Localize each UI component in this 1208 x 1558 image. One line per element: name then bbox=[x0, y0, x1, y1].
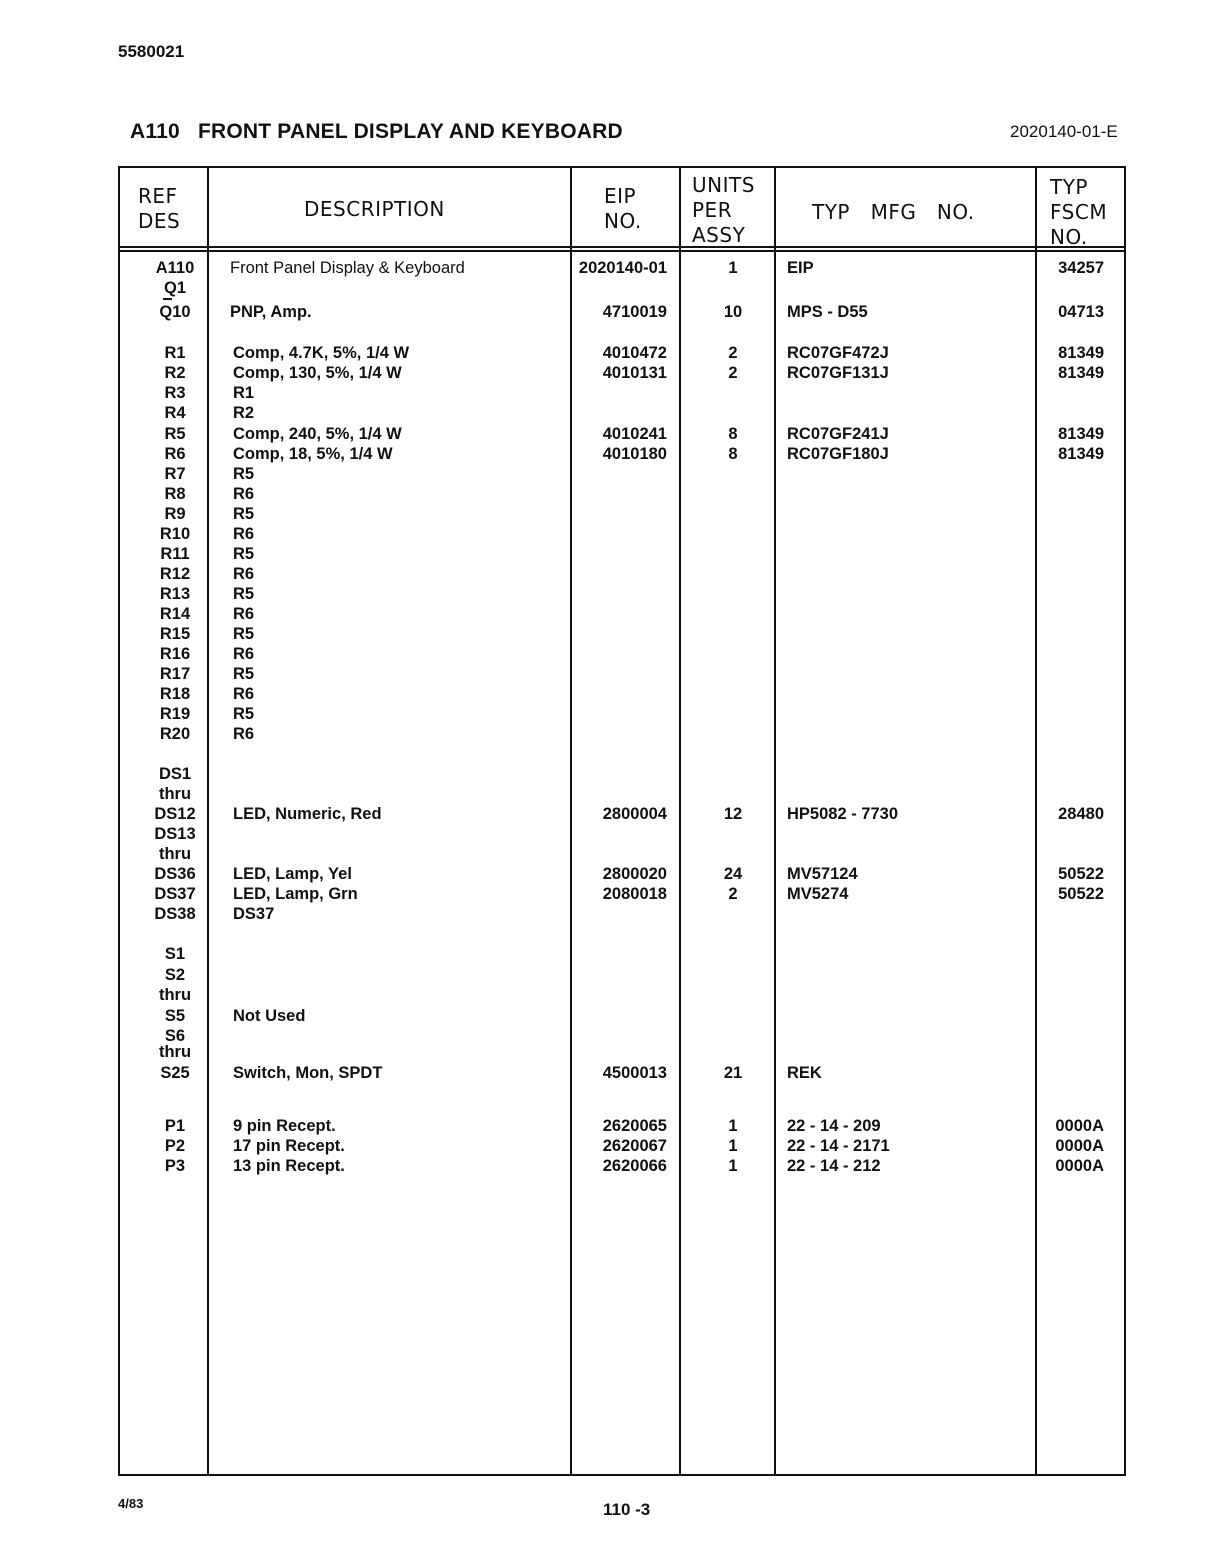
description-cell: R6 bbox=[233, 725, 255, 743]
header-mfg-no: TYP MFG NO. bbox=[812, 200, 975, 224]
column-divider bbox=[774, 166, 776, 1476]
description-cell: R5 bbox=[233, 585, 255, 603]
description-cell: LED, Numeric, Red bbox=[233, 805, 382, 823]
ref-des-cell: DS37 bbox=[154, 885, 196, 903]
units-cell: 1 bbox=[728, 1117, 738, 1135]
description-cell: R5 bbox=[233, 505, 255, 523]
fscm-cell: 0000A bbox=[1055, 1117, 1104, 1135]
ref-des-cell: R19 bbox=[159, 705, 191, 723]
ref-des-cell: R8 bbox=[164, 485, 186, 503]
fscm-cell: 04713 bbox=[1058, 303, 1104, 321]
ref-des-cell: R16 bbox=[159, 645, 191, 663]
ref-des-cell: R7 bbox=[164, 465, 186, 483]
ref-des-cell: R3 bbox=[164, 384, 186, 402]
ref-des-cell: thru bbox=[158, 785, 192, 803]
description-cell: R1 bbox=[233, 384, 255, 402]
description-cell: PNP, Amp. bbox=[230, 303, 312, 321]
description-cell: 9 pin Recept. bbox=[233, 1117, 336, 1135]
fscm-cell: 28480 bbox=[1058, 805, 1104, 823]
ref-des-cell: S5 bbox=[164, 1007, 186, 1025]
ref-des-cell: R15 bbox=[159, 625, 191, 643]
description-cell: R6 bbox=[233, 685, 255, 703]
ref-des-cell: R17 bbox=[159, 665, 191, 683]
header-divider bbox=[118, 246, 1126, 248]
ref-des-cell: R2 bbox=[164, 364, 186, 382]
ref-des-cell: DS13 bbox=[154, 825, 196, 843]
mfg-number-cell: 22 - 14 - 212 bbox=[787, 1157, 881, 1175]
description-cell: Comp, 4.7K, 5%, 1/4 W bbox=[233, 344, 410, 362]
ref-des-cell: R12 bbox=[159, 565, 191, 583]
mfg-number-cell: MPS - D55 bbox=[787, 303, 868, 321]
description-cell: R5 bbox=[233, 705, 255, 723]
units-cell: 24 bbox=[723, 865, 743, 883]
header-divider bbox=[118, 250, 1126, 252]
ref-des-cell: R13 bbox=[159, 585, 191, 603]
description-cell: R6 bbox=[233, 485, 255, 503]
fscm-cell: 81349 bbox=[1058, 364, 1104, 382]
ref-des-cell: thru bbox=[158, 845, 192, 863]
description-cell: DS37 bbox=[233, 905, 275, 923]
units-cell: 1 bbox=[728, 259, 738, 277]
fscm-cell: 50522 bbox=[1058, 885, 1104, 903]
description-cell: R5 bbox=[233, 545, 255, 563]
range-dash-mark bbox=[163, 298, 172, 300]
ref-des-cell: R4 bbox=[164, 404, 186, 422]
ref-des-cell: R6 bbox=[164, 445, 186, 463]
ref-des-cell: P1 bbox=[164, 1117, 186, 1135]
ref-des-cell: thru bbox=[158, 986, 192, 1004]
mfg-number-cell: 22 - 14 - 209 bbox=[787, 1117, 881, 1135]
eip-number-cell: 4010241 bbox=[602, 425, 667, 443]
eip-number-cell: 2080018 bbox=[602, 885, 667, 903]
units-cell: 2 bbox=[728, 344, 738, 362]
units-cell: 8 bbox=[728, 425, 738, 443]
ref-des-cell: R18 bbox=[159, 685, 191, 703]
ref-des-cell: P2 bbox=[164, 1137, 186, 1155]
fscm-cell: 81349 bbox=[1058, 425, 1104, 443]
eip-number-cell: 2620065 bbox=[602, 1117, 667, 1135]
units-cell: 1 bbox=[728, 1157, 738, 1175]
fscm-cell: 81349 bbox=[1058, 445, 1104, 463]
column-divider bbox=[207, 166, 209, 1476]
description-cell: R6 bbox=[233, 645, 255, 663]
eip-number-cell: 4010180 bbox=[602, 445, 667, 463]
header-ref-des: REF DES bbox=[138, 184, 181, 233]
header-fscm-no: TYP FSCM NO. bbox=[1050, 175, 1108, 249]
units-cell: 2 bbox=[728, 885, 738, 903]
description-cell: Switch, Mon, SPDT bbox=[233, 1064, 383, 1082]
ref-des-cell: DS12 bbox=[154, 805, 196, 823]
mfg-number-cell: MV5274 bbox=[787, 885, 849, 903]
mfg-number-cell: REK bbox=[787, 1064, 822, 1082]
eip-number-cell: 2020140-01 bbox=[578, 259, 667, 277]
ref-des-cell: DS36 bbox=[154, 865, 196, 883]
header-units-per-assy: UNITS PER ASSY bbox=[692, 173, 755, 247]
eip-number-cell: 2620067 bbox=[602, 1137, 667, 1155]
fscm-cell: 34257 bbox=[1058, 259, 1104, 277]
description-cell: R2 bbox=[233, 404, 255, 422]
ref-des-cell: R11 bbox=[160, 545, 190, 563]
description-cell: R6 bbox=[233, 525, 255, 543]
fscm-cell: 0000A bbox=[1055, 1157, 1104, 1175]
ref-des-cell: R9 bbox=[164, 505, 186, 523]
eip-number-cell: 2620066 bbox=[602, 1157, 667, 1175]
units-cell: 2 bbox=[728, 364, 738, 382]
eip-number-cell: 4010472 bbox=[602, 344, 667, 362]
mfg-number-cell: RC07GF472J bbox=[787, 344, 889, 362]
eip-number-cell: 4710019 bbox=[602, 303, 667, 321]
page-number: 110 -3 bbox=[603, 1500, 651, 1519]
ref-des-cell: R20 bbox=[159, 725, 191, 743]
ref-des-cell: R5 bbox=[164, 425, 186, 443]
description-cell: Comp, 18, 5%, 1/4 W bbox=[233, 445, 393, 463]
ref-des-cell: R14 bbox=[159, 605, 191, 623]
page-title: A110 FRONT PANEL DISPLAY AND KEYBOARD bbox=[130, 120, 623, 143]
header-eip-no: EIP NO. bbox=[604, 184, 642, 233]
eip-number-cell: 4500013 bbox=[602, 1064, 667, 1082]
mfg-number-cell: MV57124 bbox=[787, 865, 858, 883]
ref-des-cell: S25 bbox=[160, 1064, 190, 1082]
ref-des-cell: DS38 bbox=[154, 905, 196, 923]
description-cell: R6 bbox=[233, 605, 255, 623]
description-cell: LED, Lamp, Yel bbox=[233, 865, 352, 883]
units-cell: 12 bbox=[723, 805, 743, 823]
header-description: DESCRIPTION bbox=[304, 197, 445, 221]
fscm-cell: 81349 bbox=[1058, 344, 1104, 362]
eip-number-cell: 2800004 bbox=[602, 805, 667, 823]
ref-des-cell: Q10 bbox=[159, 303, 191, 321]
description-cell: Comp, 240, 5%, 1/4 W bbox=[233, 425, 402, 443]
ref-des-cell: S2 bbox=[164, 966, 186, 984]
column-divider bbox=[679, 166, 681, 1476]
units-cell: 10 bbox=[723, 303, 743, 321]
units-cell: 8 bbox=[728, 445, 738, 463]
fscm-cell: 50522 bbox=[1058, 865, 1104, 883]
description-cell: 17 pin Recept. bbox=[233, 1137, 345, 1155]
eip-number-cell: 2800020 bbox=[602, 865, 667, 883]
description-cell: Front Panel Display & Keyboard bbox=[230, 259, 465, 277]
eip-number-cell: 4010131 bbox=[602, 364, 667, 382]
description-cell: R5 bbox=[233, 665, 255, 683]
fscm-cell: 0000A bbox=[1055, 1137, 1104, 1155]
description-cell: R5 bbox=[233, 625, 255, 643]
mfg-number-cell: RC07GF180J bbox=[787, 445, 889, 463]
mfg-number-cell: RC07GF241J bbox=[787, 425, 889, 443]
part-code: 2020140-01-E bbox=[1010, 122, 1118, 141]
mfg-number-cell: EIP bbox=[787, 259, 814, 277]
description-cell: LED, Lamp, Grn bbox=[233, 885, 358, 903]
footer-date: 4/83 bbox=[118, 1496, 144, 1511]
mfg-number-cell: RC07GF131J bbox=[787, 364, 889, 382]
description-cell: 13 pin Recept. bbox=[233, 1157, 345, 1175]
mfg-number-cell: 22 - 14 - 2171 bbox=[787, 1137, 890, 1155]
units-cell: 1 bbox=[728, 1137, 738, 1155]
mfg-number-cell: HP5082 - 7730 bbox=[787, 805, 898, 823]
document-number: 5580021 bbox=[118, 42, 185, 61]
ref-des-cell: Q1 bbox=[163, 279, 186, 297]
ref-des-cell: S6 bbox=[164, 1027, 186, 1045]
ref-des-cell: R10 bbox=[159, 525, 191, 543]
ref-des-cell: R1 bbox=[164, 344, 186, 362]
description-cell: R5 bbox=[233, 465, 255, 483]
description-cell: Not Used bbox=[233, 1007, 306, 1025]
ref-des-cell: P3 bbox=[164, 1157, 186, 1175]
description-cell: R6 bbox=[233, 565, 255, 583]
description-cell: Comp, 130, 5%, 1/4 W bbox=[233, 364, 402, 382]
ref-des-cell: A110 bbox=[155, 259, 195, 277]
units-cell: 21 bbox=[723, 1064, 743, 1082]
ref-des-cell: DS1 bbox=[158, 765, 192, 783]
ref-des-cell: S1 bbox=[164, 945, 186, 963]
ref-des-cell: thru bbox=[158, 1043, 192, 1061]
